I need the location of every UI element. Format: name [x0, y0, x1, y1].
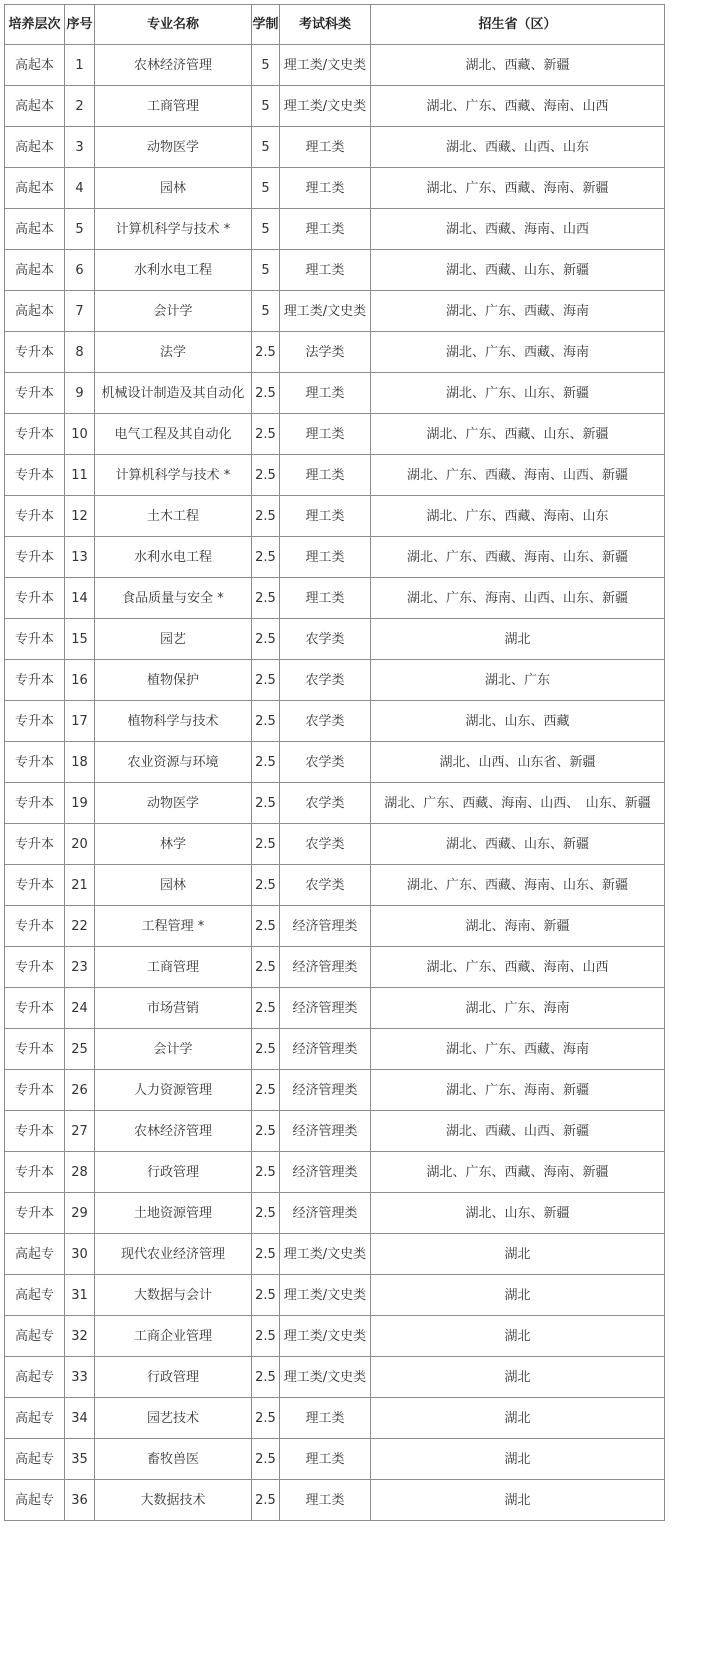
cell-major: 电气工程及其自动化 [95, 414, 252, 455]
cell-duration: 2.5 [252, 1234, 280, 1275]
table-row [5, 988, 665, 1029]
cell-exam-category: 农学类 [280, 660, 371, 701]
cell-major: 园林 [95, 168, 252, 209]
cell-provinces: 湖北 [371, 1316, 665, 1357]
cell-index: 36 [65, 1480, 95, 1521]
cell-level: 专升本 [5, 455, 65, 496]
cell-level: 专升本 [5, 332, 65, 373]
cell-level: 专升本 [5, 865, 65, 906]
cell-provinces: 湖北 [371, 619, 665, 660]
cell-level: 高起专 [5, 1398, 65, 1439]
cell-level: 高起本 [5, 45, 65, 86]
cell-provinces: 湖北、广东、西藏、海南、山东、新疆 [371, 865, 665, 906]
cell-major: 林学 [95, 824, 252, 865]
table-row [5, 86, 665, 127]
cell-duration: 5 [252, 209, 280, 250]
cell-duration: 2.5 [252, 906, 280, 947]
cell-level: 专升本 [5, 742, 65, 783]
cell-level: 高起本 [5, 86, 65, 127]
table-row [5, 1234, 665, 1275]
cell-level: 专升本 [5, 496, 65, 537]
cell-provinces: 湖北 [371, 1398, 665, 1439]
cell-provinces: 湖北、广东、西藏、海南、新疆 [371, 168, 665, 209]
cell-level: 高起专 [5, 1275, 65, 1316]
table-row [5, 1398, 665, 1439]
admissions-table [4, 4, 665, 1521]
table-row [5, 209, 665, 250]
cell-level: 专升本 [5, 1193, 65, 1234]
cell-major: 农业资源与环境 [95, 742, 252, 783]
cell-index: 25 [65, 1029, 95, 1070]
cell-exam-category: 理工类/文史类 [280, 291, 371, 332]
cell-level: 专升本 [5, 373, 65, 414]
cell-exam-category: 理工类 [280, 1439, 371, 1480]
cell-index: 10 [65, 414, 95, 455]
cell-exam-category: 理工类 [280, 1398, 371, 1439]
cell-level: 专升本 [5, 701, 65, 742]
cell-exam-category: 理工类 [280, 496, 371, 537]
cell-major: 农林经济管理 [95, 1111, 252, 1152]
table-row [5, 824, 665, 865]
table-row [5, 537, 665, 578]
table-row [5, 578, 665, 619]
cell-index: 33 [65, 1357, 95, 1398]
cell-provinces: 湖北 [371, 1275, 665, 1316]
cell-provinces: 湖北、广东、西藏、海南、山西 [371, 947, 665, 988]
cell-duration: 2.5 [252, 332, 280, 373]
cell-major: 植物科学与技术 [95, 701, 252, 742]
cell-level: 高起本 [5, 209, 65, 250]
cell-major: 大数据技术 [95, 1480, 252, 1521]
cell-major: 人力资源管理 [95, 1070, 252, 1111]
cell-major: 动物医学 [95, 127, 252, 168]
cell-level: 高起本 [5, 168, 65, 209]
cell-major: 市场营销 [95, 988, 252, 1029]
cell-duration: 5 [252, 168, 280, 209]
cell-major: 水利水电工程 [95, 537, 252, 578]
table-row [5, 1070, 665, 1111]
table-row [5, 373, 665, 414]
cell-provinces: 湖北 [371, 1439, 665, 1480]
cell-exam-category: 经济管理类 [280, 906, 371, 947]
cell-major: 土地资源管理 [95, 1193, 252, 1234]
cell-level: 专升本 [5, 824, 65, 865]
cell-index: 31 [65, 1275, 95, 1316]
header-index: 序号 [65, 5, 95, 45]
cell-exam-category: 理工类/文史类 [280, 1357, 371, 1398]
cell-duration: 2.5 [252, 1275, 280, 1316]
cell-exam-category: 农学类 [280, 742, 371, 783]
cell-index: 5 [65, 209, 95, 250]
cell-major: 水利水电工程 [95, 250, 252, 291]
cell-provinces: 湖北、山东、西藏 [371, 701, 665, 742]
cell-duration: 2.5 [252, 1439, 280, 1480]
cell-index: 14 [65, 578, 95, 619]
cell-exam-category: 法学类 [280, 332, 371, 373]
cell-exam-category: 理工类 [280, 127, 371, 168]
header-major: 专业名称 [95, 5, 252, 45]
cell-exam-category: 农学类 [280, 619, 371, 660]
cell-level: 专升本 [5, 1152, 65, 1193]
cell-exam-category: 理工类 [280, 578, 371, 619]
cell-provinces: 湖北、广东、西藏、海南、新疆 [371, 1152, 665, 1193]
cell-level: 高起本 [5, 127, 65, 168]
cell-exam-category: 农学类 [280, 865, 371, 906]
cell-exam-category: 农学类 [280, 824, 371, 865]
cell-duration: 2.5 [252, 742, 280, 783]
cell-duration: 2.5 [252, 947, 280, 988]
cell-major: 工商管理 [95, 86, 252, 127]
cell-level: 高起专 [5, 1316, 65, 1357]
cell-index: 23 [65, 947, 95, 988]
cell-level: 专升本 [5, 537, 65, 578]
table-row [5, 865, 665, 906]
cell-major: 食品质量与安全 * [95, 578, 252, 619]
cell-major: 土木工程 [95, 496, 252, 537]
cell-duration: 2.5 [252, 1398, 280, 1439]
cell-duration: 2.5 [252, 701, 280, 742]
table-row [5, 1357, 665, 1398]
table-row [5, 414, 665, 455]
table-row [5, 1439, 665, 1480]
header-provinces: 招生省（区） [371, 5, 665, 45]
cell-level: 高起专 [5, 1480, 65, 1521]
cell-provinces: 湖北、广东、西藏、海南 [371, 291, 665, 332]
cell-duration: 2.5 [252, 537, 280, 578]
cell-provinces: 湖北、西藏、海南、山西 [371, 209, 665, 250]
cell-provinces: 湖北、西藏、山东、新疆 [371, 250, 665, 291]
cell-duration: 2.5 [252, 414, 280, 455]
cell-duration: 2.5 [252, 373, 280, 414]
cell-index: 12 [65, 496, 95, 537]
cell-duration: 2.5 [252, 1357, 280, 1398]
cell-exam-category: 理工类 [280, 209, 371, 250]
cell-provinces: 湖北 [371, 1480, 665, 1521]
cell-major: 园林 [95, 865, 252, 906]
cell-level: 高起专 [5, 1357, 65, 1398]
cell-index: 32 [65, 1316, 95, 1357]
cell-major: 植物保护 [95, 660, 252, 701]
table-row [5, 45, 665, 86]
cell-exam-category: 理工类 [280, 414, 371, 455]
cell-provinces: 湖北、广东、海南、新疆 [371, 1070, 665, 1111]
cell-index: 2 [65, 86, 95, 127]
cell-index: 28 [65, 1152, 95, 1193]
table-row [5, 1152, 665, 1193]
cell-duration: 2.5 [252, 865, 280, 906]
cell-level: 专升本 [5, 414, 65, 455]
cell-provinces: 湖北、广东 [371, 660, 665, 701]
cell-provinces: 湖北、广东、山东、新疆 [371, 373, 665, 414]
header-level: 培养层次 [5, 5, 65, 45]
cell-index: 9 [65, 373, 95, 414]
cell-major: 法学 [95, 332, 252, 373]
table-row [5, 250, 665, 291]
cell-provinces: 湖北、广东、西藏、海南、山西、新疆 [371, 455, 665, 496]
cell-level: 专升本 [5, 947, 65, 988]
cell-exam-category: 经济管理类 [280, 1193, 371, 1234]
cell-level: 高起本 [5, 291, 65, 332]
cell-provinces: 湖北、广东、西藏、山东、新疆 [371, 414, 665, 455]
table-row [5, 1480, 665, 1521]
cell-duration: 2.5 [252, 660, 280, 701]
table-row [5, 455, 665, 496]
cell-exam-category: 理工类 [280, 537, 371, 578]
cell-level: 专升本 [5, 660, 65, 701]
cell-exam-category: 经济管理类 [280, 1152, 371, 1193]
table-row [5, 660, 665, 701]
table-row [5, 619, 665, 660]
cell-index: 19 [65, 783, 95, 824]
cell-provinces: 湖北、西藏、山西、山东 [371, 127, 665, 168]
cell-index: 29 [65, 1193, 95, 1234]
cell-provinces: 湖北、西藏、山东、新疆 [371, 824, 665, 865]
table-row [5, 496, 665, 537]
cell-index: 18 [65, 742, 95, 783]
cell-index: 30 [65, 1234, 95, 1275]
cell-duration: 5 [252, 250, 280, 291]
cell-major: 工商管理 [95, 947, 252, 988]
cell-exam-category: 农学类 [280, 701, 371, 742]
cell-level: 高起专 [5, 1439, 65, 1480]
cell-index: 26 [65, 1070, 95, 1111]
cell-exam-category: 理工类 [280, 455, 371, 496]
cell-exam-category: 经济管理类 [280, 1029, 371, 1070]
cell-index: 35 [65, 1439, 95, 1480]
cell-major: 工程管理 * [95, 906, 252, 947]
header-exam-category: 考试科类 [280, 5, 371, 45]
cell-provinces: 湖北、西藏、山西、新疆 [371, 1111, 665, 1152]
cell-duration: 2.5 [252, 1316, 280, 1357]
cell-exam-category: 经济管理类 [280, 988, 371, 1029]
cell-provinces: 湖北、海南、新疆 [371, 906, 665, 947]
cell-level: 专升本 [5, 906, 65, 947]
cell-duration: 5 [252, 45, 280, 86]
cell-duration: 2.5 [252, 1029, 280, 1070]
cell-level: 高起专 [5, 1234, 65, 1275]
cell-major: 会计学 [95, 291, 252, 332]
cell-exam-category: 理工类 [280, 250, 371, 291]
cell-duration: 5 [252, 127, 280, 168]
cell-level: 专升本 [5, 1111, 65, 1152]
cell-duration: 2.5 [252, 496, 280, 537]
cell-level: 专升本 [5, 619, 65, 660]
cell-provinces: 湖北、广东、西藏、海南 [371, 1029, 665, 1070]
cell-index: 7 [65, 291, 95, 332]
cell-major: 园艺 [95, 619, 252, 660]
cell-provinces: 湖北 [371, 1357, 665, 1398]
table-row [5, 742, 665, 783]
cell-level: 专升本 [5, 1029, 65, 1070]
cell-exam-category: 经济管理类 [280, 1070, 371, 1111]
table-row [5, 1275, 665, 1316]
cell-provinces: 湖北、广东、海南 [371, 988, 665, 1029]
cell-index: 13 [65, 537, 95, 578]
cell-index: 22 [65, 906, 95, 947]
cell-duration: 2.5 [252, 1480, 280, 1521]
table-row [5, 168, 665, 209]
cell-index: 4 [65, 168, 95, 209]
cell-duration: 5 [252, 291, 280, 332]
cell-duration: 2.5 [252, 578, 280, 619]
cell-index: 3 [65, 127, 95, 168]
cell-index: 24 [65, 988, 95, 1029]
cell-index: 8 [65, 332, 95, 373]
cell-duration: 2.5 [252, 824, 280, 865]
cell-major: 工商企业管理 [95, 1316, 252, 1357]
cell-provinces: 湖北、山西、山东省、新疆 [371, 742, 665, 783]
cell-exam-category: 理工类/文史类 [280, 86, 371, 127]
cell-provinces: 湖北、广东、西藏、海南、山西、 山东、新疆 [371, 783, 665, 824]
cell-exam-category: 理工类/文史类 [280, 1275, 371, 1316]
cell-provinces: 湖北 [371, 1234, 665, 1275]
cell-level: 专升本 [5, 783, 65, 824]
cell-index: 11 [65, 455, 95, 496]
table-header-row [5, 5, 665, 45]
cell-duration: 5 [252, 86, 280, 127]
cell-level: 高起本 [5, 250, 65, 291]
table-row [5, 1193, 665, 1234]
cell-duration: 2.5 [252, 1152, 280, 1193]
cell-duration: 2.5 [252, 988, 280, 1029]
table-row [5, 1029, 665, 1070]
cell-major: 行政管理 [95, 1152, 252, 1193]
table-body [5, 45, 665, 1521]
cell-provinces: 湖北、广东、西藏、海南 [371, 332, 665, 373]
cell-exam-category: 理工类/文史类 [280, 45, 371, 86]
cell-duration: 2.5 [252, 1111, 280, 1152]
cell-exam-category: 农学类 [280, 783, 371, 824]
table-row [5, 947, 665, 988]
table-row [5, 701, 665, 742]
cell-provinces: 湖北、广东、西藏、海南、山东、新疆 [371, 537, 665, 578]
cell-duration: 2.5 [252, 619, 280, 660]
cell-exam-category: 理工类 [280, 1480, 371, 1521]
cell-exam-category: 理工类/文史类 [280, 1234, 371, 1275]
cell-provinces: 湖北、广东、西藏、海南、山西 [371, 86, 665, 127]
cell-level: 专升本 [5, 578, 65, 619]
table-row [5, 127, 665, 168]
table-row [5, 332, 665, 373]
table-row [5, 783, 665, 824]
cell-index: 17 [65, 701, 95, 742]
table-row [5, 906, 665, 947]
header-duration: 学制 [252, 5, 280, 45]
cell-index: 16 [65, 660, 95, 701]
table-row [5, 1316, 665, 1357]
cell-major: 农林经济管理 [95, 45, 252, 86]
cell-provinces: 湖北、广东、海南、山西、山东、新疆 [371, 578, 665, 619]
cell-exam-category: 经济管理类 [280, 947, 371, 988]
cell-major: 机械设计制造及其自动化 [95, 373, 252, 414]
cell-provinces: 湖北、西藏、新疆 [371, 45, 665, 86]
cell-exam-category: 理工类 [280, 168, 371, 209]
cell-duration: 2.5 [252, 455, 280, 496]
cell-index: 20 [65, 824, 95, 865]
cell-major: 大数据与会计 [95, 1275, 252, 1316]
cell-duration: 2.5 [252, 1193, 280, 1234]
cell-exam-category: 经济管理类 [280, 1111, 371, 1152]
cell-index: 6 [65, 250, 95, 291]
cell-major: 畜牧兽医 [95, 1439, 252, 1480]
cell-duration: 2.5 [252, 1070, 280, 1111]
cell-major: 会计学 [95, 1029, 252, 1070]
cell-index: 1 [65, 45, 95, 86]
cell-major: 行政管理 [95, 1357, 252, 1398]
cell-major: 动物医学 [95, 783, 252, 824]
cell-index: 34 [65, 1398, 95, 1439]
cell-index: 27 [65, 1111, 95, 1152]
cell-major: 现代农业经济管理 [95, 1234, 252, 1275]
cell-index: 21 [65, 865, 95, 906]
cell-major: 计算机科学与技术 * [95, 455, 252, 496]
cell-index: 15 [65, 619, 95, 660]
cell-duration: 2.5 [252, 783, 280, 824]
cell-exam-category: 理工类/文史类 [280, 1316, 371, 1357]
cell-major: 计算机科学与技术 * [95, 209, 252, 250]
cell-provinces: 湖北、山东、新疆 [371, 1193, 665, 1234]
cell-level: 专升本 [5, 988, 65, 1029]
cell-major: 园艺技术 [95, 1398, 252, 1439]
cell-provinces: 湖北、广东、西藏、海南、山东 [371, 496, 665, 537]
cell-level: 专升本 [5, 1070, 65, 1111]
table-row [5, 291, 665, 332]
cell-exam-category: 理工类 [280, 373, 371, 414]
table-row [5, 1111, 665, 1152]
